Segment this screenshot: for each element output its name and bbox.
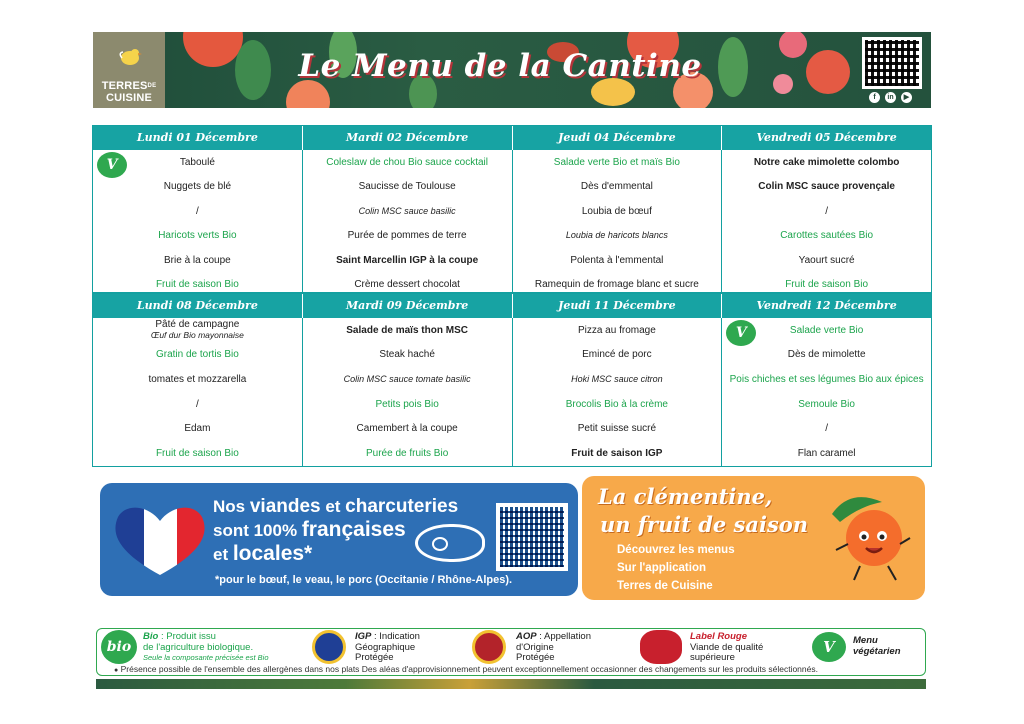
dish-item: Salade verte Bio et maïs Bio: [553, 156, 680, 168]
facebook-icon[interactable]: f: [869, 92, 880, 103]
dish-item: Fruit de saison Bio: [155, 447, 239, 459]
day-column: [722, 318, 931, 466]
allergen-note: ● Présence possible de l'ensemble des allergènes dans nos plats Des aléas d'approvisionnement peuvent exceptionnellement occasionner des changements sur les produits sélectionnés.: [114, 664, 818, 674]
dish-item: Taboulé: [179, 156, 215, 168]
dish-item: Edam: [184, 423, 211, 435]
qr-code-top[interactable]: [862, 37, 922, 89]
menu-week-1: [92, 125, 932, 293]
dish-item: Dès de mimolette: [787, 349, 866, 361]
dish-item: tomates et mozzarella: [148, 373, 247, 385]
vegetarian-badge-icon: V: [726, 320, 756, 346]
day-column: [93, 318, 303, 466]
dish-item: Purée de fruits Bio: [365, 447, 449, 459]
dish-item: /: [195, 398, 199, 410]
qr-code-meat[interactable]: [496, 503, 568, 571]
meat-line-3: et locales*: [213, 542, 313, 565]
day-header: Jeudi 11 Décembre: [513, 294, 723, 318]
day-column: [513, 318, 723, 466]
igp-logo-icon: [312, 630, 346, 664]
day-column: [303, 318, 513, 466]
meat-line-2: sont 100% françaises: [213, 518, 406, 541]
legend-label-rouge: Label Rouge Viande de qualité supérieure: [690, 631, 764, 663]
dish-item: Fruit de saison Bio: [785, 279, 869, 291]
dish-item: Pâté de campagne Œuf dur Bio mayonnaise: [150, 319, 244, 341]
legend-bio: Bio : Produit issu de l'agriculture biologique. Seule la composante précisée est Bio: [143, 631, 269, 662]
bio-logo-icon: bio: [101, 630, 137, 664]
dish-item: Ramequin de fromage blanc et sucre: [534, 279, 699, 291]
legend-igp: IGP : Indication Géographique Protégée: [355, 631, 420, 663]
youtube-icon[interactable]: ▶: [901, 92, 912, 103]
fruit-sub-3: Terres de Cuisine: [617, 580, 713, 592]
dish-item: Nuggets de blé: [163, 181, 232, 193]
day-header: Lundi 01 Décembre: [93, 126, 303, 150]
fruit-title-line2: un fruit de saison: [600, 512, 809, 537]
dish-item: Petits pois Bio: [375, 398, 439, 410]
fruit-title-line1: La clémentine,: [598, 484, 773, 509]
vegetarian-badge-icon: V: [97, 152, 127, 178]
dish-item: Colin MSC sauce tomate basilic: [343, 373, 471, 384]
dish-item: Saucisse de Toulouse: [358, 181, 456, 193]
dish-item: Pois chiches et ses légumes Bio aux épices: [729, 373, 924, 385]
bird-icon: [117, 44, 143, 70]
dish-item: Gratin de tortis Bio: [155, 349, 239, 361]
dish-item: Colin MSC sauce basilic: [358, 205, 456, 216]
dish-item: Haricots verts Bio: [158, 230, 237, 242]
day-header: Jeudi 04 Décembre: [513, 126, 723, 150]
dish-item: Petit suisse sucré: [577, 423, 657, 435]
dish-item: Purée de pommes de terre: [347, 230, 467, 242]
dish-item: Camembert à la coupe: [356, 423, 458, 435]
dish-item: /: [825, 205, 829, 217]
dish-item: Fruit de saison Bio: [155, 279, 239, 291]
dish-item: /: [195, 205, 199, 217]
day-header: Vendredi 05 Décembre: [756, 131, 897, 144]
day-column: [513, 150, 723, 297]
day-header: Mardi 09 Décembre: [303, 294, 513, 318]
dish-item: Crème dessert chocolat: [354, 279, 460, 291]
page-title: Le Menu de la Cantine: [298, 48, 702, 84]
fruit-sub-2: Sur l'application: [617, 562, 706, 574]
day-header: Lundi 08 Décembre: [93, 294, 303, 318]
dish-item: Steak haché: [379, 349, 435, 361]
dish-item: Brie à la coupe: [164, 254, 231, 266]
vege-logo-icon: V: [812, 632, 846, 662]
dish-item: Polenta à l'emmental: [570, 254, 664, 266]
day-column: [722, 150, 931, 297]
dish-item: Hoki MSC sauce citron: [571, 373, 663, 384]
linkedin-icon[interactable]: in: [885, 92, 896, 103]
fruit-sub-1: Découvrez les menus: [617, 544, 735, 556]
dish-item: Saint Marcellin IGP à la coupe: [336, 254, 479, 266]
dish-item: Fruit de saison IGP: [571, 447, 663, 459]
meat-footnote: *pour le bœuf, le veau, le porc (Occitanie / Rhône-Alpes).: [215, 574, 513, 586]
legend-aop: AOP : Appellation d'Origine Protégée: [516, 631, 591, 663]
aop-logo-icon: [472, 630, 506, 664]
meat-line-1: Nos viandes et charcuteries: [213, 496, 459, 517]
dish-item: Colin MSC sauce provençale: [758, 181, 895, 193]
steak-icon: [415, 524, 485, 562]
dish-item: Salade verte Bio: [789, 324, 864, 336]
brand-name-line1: $TERRES^{DE}$: [101, 80, 157, 92]
day-column: [303, 150, 513, 297]
legend-vege: Menu végétarien: [853, 635, 901, 657]
dish-item: Salade de maïs thon MSC: [346, 324, 468, 336]
dish-item: Yaourt sucré: [798, 254, 855, 266]
dish-item: Flan caramel: [797, 447, 856, 459]
label-rouge-logo-icon: [640, 630, 682, 664]
dish-item: Emincé de porc: [582, 349, 652, 361]
brand-name-line2: CUISINE: [105, 92, 153, 104]
day-column: [93, 150, 303, 297]
day-header: Mardi 02 Décembre: [303, 126, 513, 150]
dish-item: Loubia de haricots blancs: [565, 230, 668, 241]
menu-week-2: [92, 293, 932, 467]
clementine-mascot-icon: [820, 494, 912, 584]
brand-logo: [93, 32, 165, 108]
dish-item: Coleslaw de chou Bio sauce cocktail: [326, 156, 488, 168]
dish-item: /: [825, 423, 829, 435]
dish-item: Pizza au fromage: [577, 324, 656, 336]
french-flag-heart-icon: [110, 503, 210, 577]
day-header: Vendredi 12 Décembre: [756, 299, 897, 312]
dish-item: Carottes sautées Bio: [780, 230, 874, 242]
dish-item: Semoule Bio: [798, 398, 855, 410]
footer-decoration: [96, 679, 926, 689]
dish-item: Brocolis Bio à la crème: [565, 398, 668, 410]
dish-item: Notre cake mimolette colombo: [753, 156, 900, 168]
dish-item: Loubia de bœuf: [581, 205, 652, 217]
dish-item: Dès d'emmental: [580, 181, 653, 193]
